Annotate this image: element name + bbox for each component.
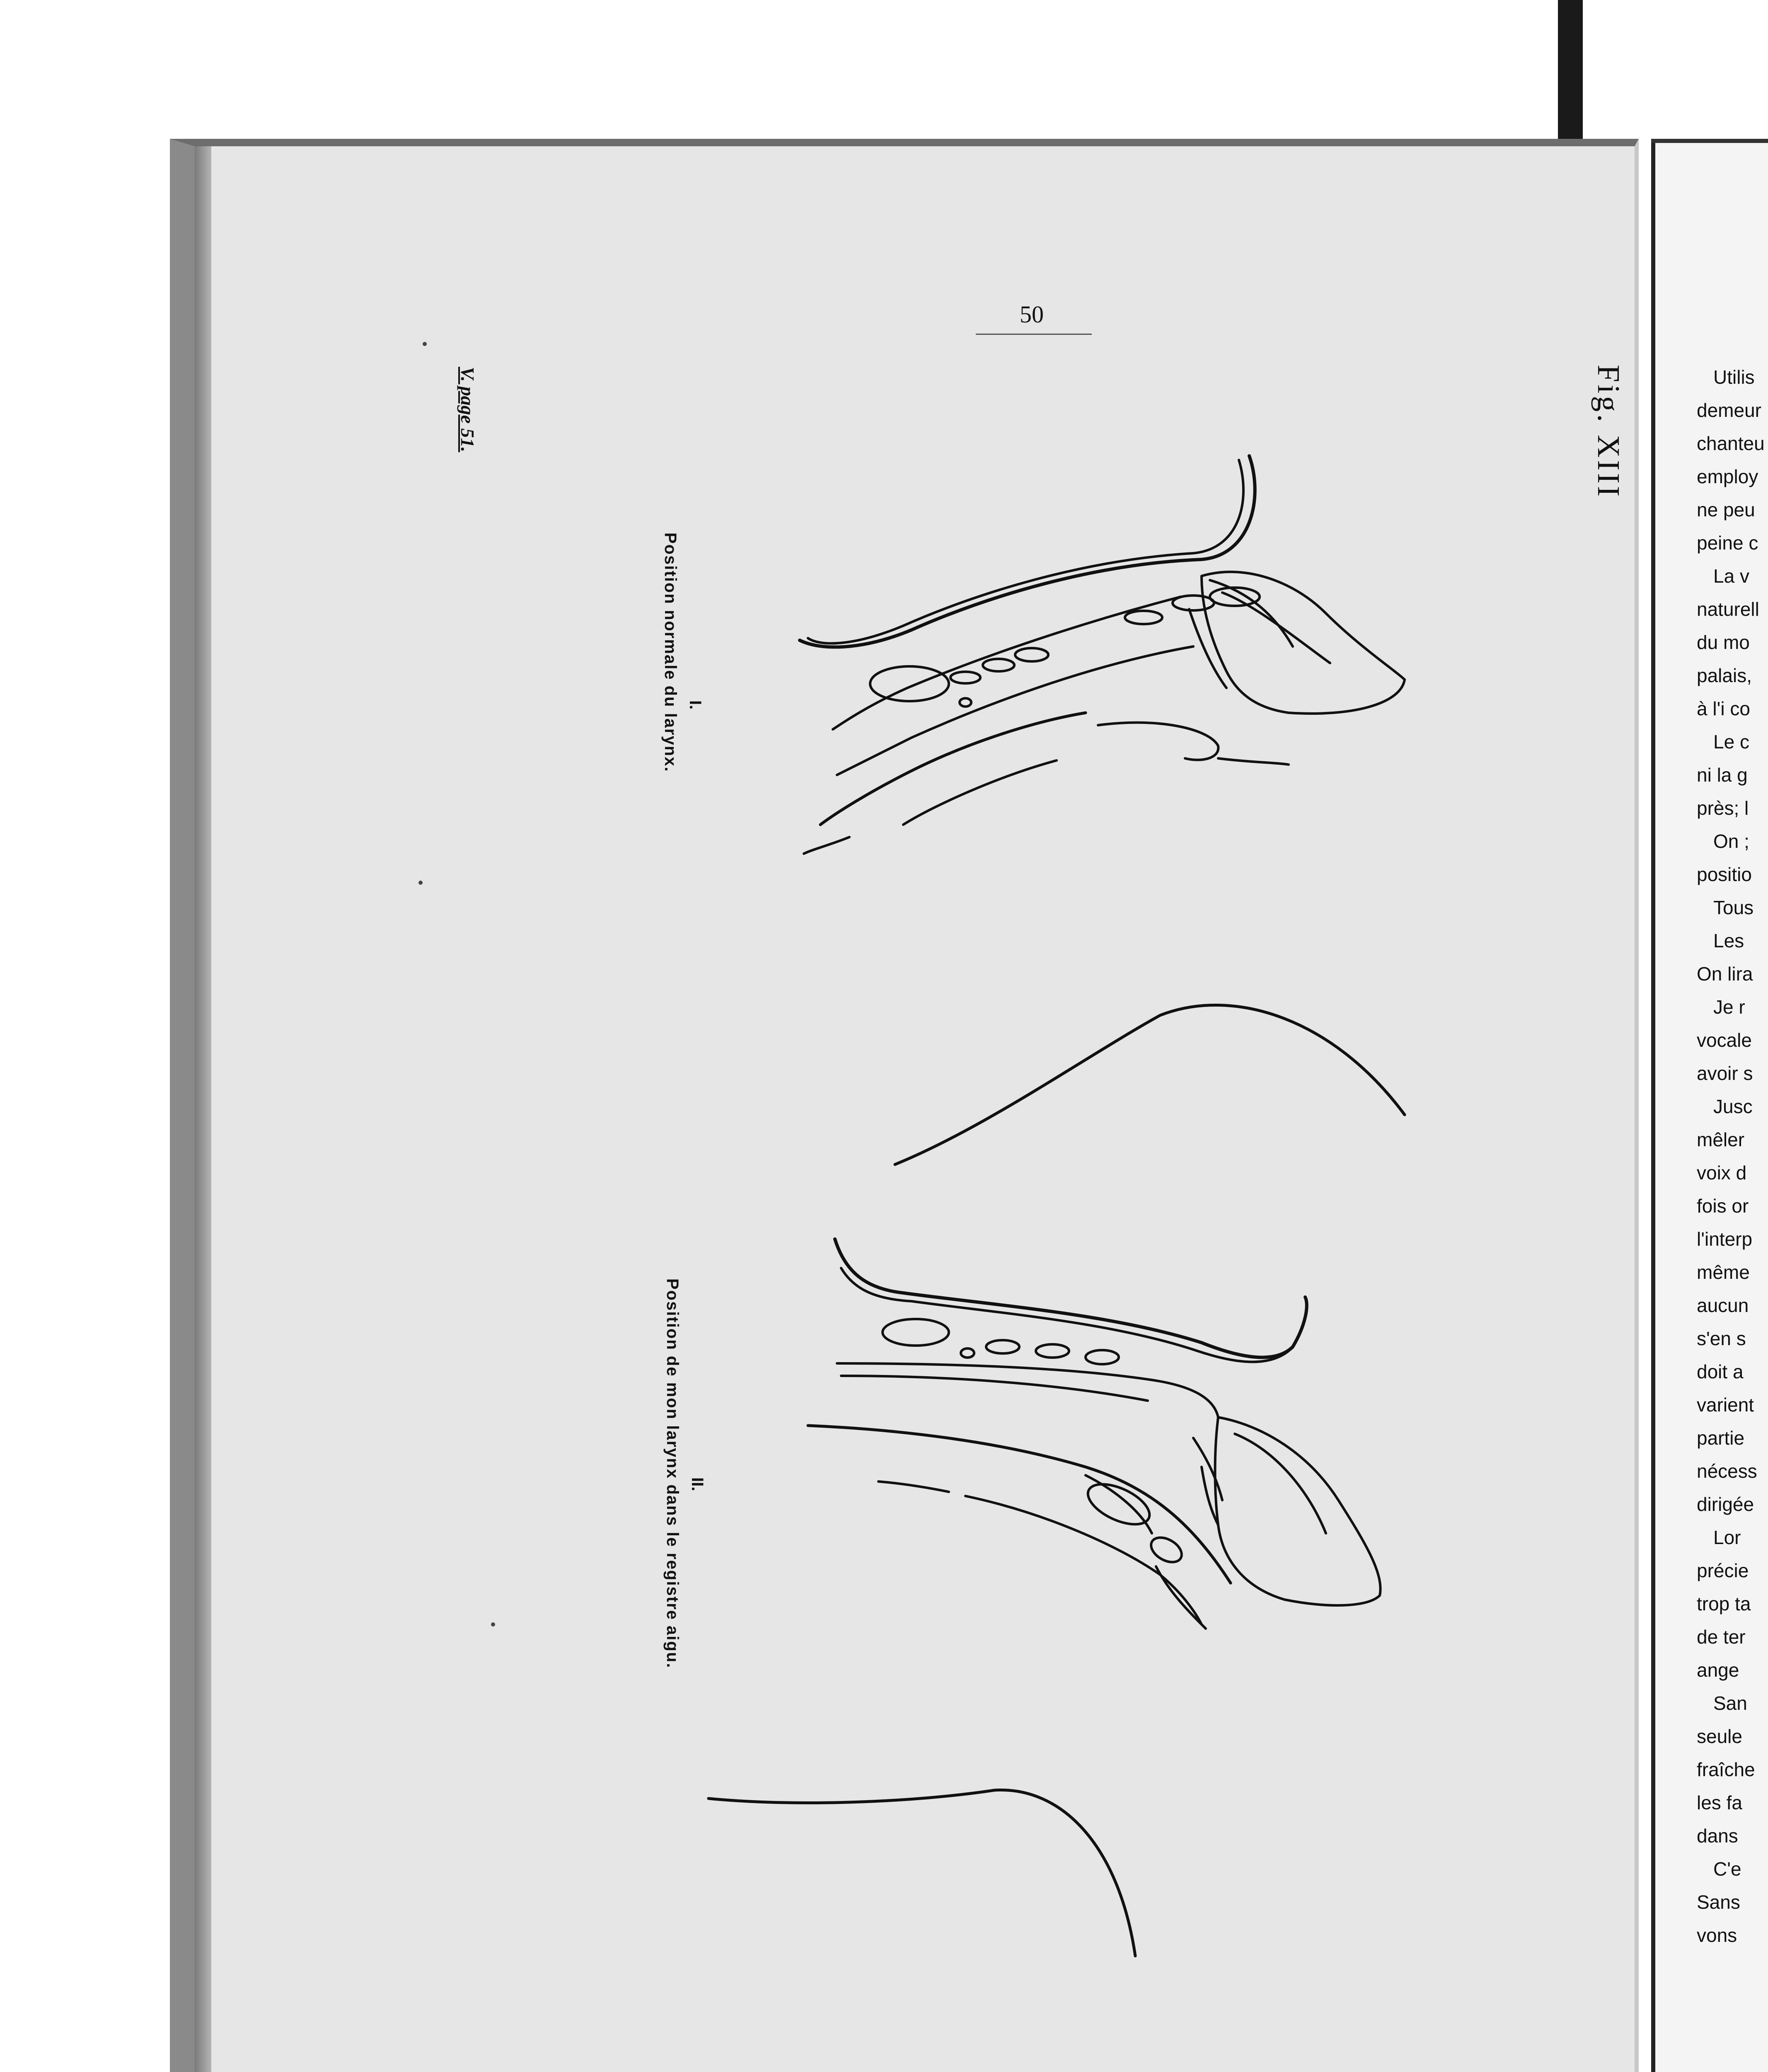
small-cartilage	[1147, 1532, 1186, 1567]
right-page-line: précie	[1697, 1560, 1749, 1581]
right-page-line: ne peu	[1697, 499, 1755, 520]
right-page-line: peine c	[1697, 532, 1758, 554]
right-page-line: Tous	[1713, 897, 1754, 918]
cartilage-ring	[1015, 648, 1048, 661]
right-page-line: Les	[1713, 930, 1744, 951]
right-page-line: Lor	[1713, 1527, 1741, 1548]
right-page-line: seule	[1697, 1726, 1742, 1747]
right-page-line: palais,	[1697, 665, 1752, 686]
right-page-line: On ;	[1713, 830, 1749, 852]
right-page-line: positio	[1697, 864, 1752, 885]
pharynx-outline-upper	[800, 456, 1255, 647]
right-page-line: vons	[1697, 1924, 1737, 1946]
right-page-line: On lira	[1697, 963, 1753, 985]
trachea-lower	[841, 1376, 1148, 1401]
larynx-drawing-normal	[800, 456, 1405, 854]
cartilage-ring	[1125, 611, 1162, 624]
cartilage-ring	[1086, 1350, 1119, 1364]
page-number: 50	[1020, 301, 1044, 328]
cricoid-cartilage	[1082, 1476, 1155, 1532]
right-page-line: demeur	[1697, 399, 1761, 421]
page-cross-reference: V. page 51.	[457, 367, 478, 453]
right-page-line: Jusc	[1713, 1096, 1753, 1117]
right-page-line: chanteu	[1697, 433, 1765, 454]
right-page-line: employ	[1697, 466, 1758, 487]
right-page-line: fraîche	[1697, 1759, 1755, 1780]
cartilage-ring	[986, 1340, 1019, 1353]
right-page-line: à l'i co	[1697, 698, 1750, 719]
esophagus-tail	[1218, 758, 1289, 765]
figure-2-caption: Position de mon larynx dans le registre aigu.	[663, 1278, 682, 1669]
hyoid-bone	[870, 666, 949, 701]
right-page-line: La v	[1713, 565, 1749, 587]
epiglottis	[1215, 1417, 1381, 1605]
right-page-text	[1697, 361, 1768, 1952]
head-profile-curve-2	[709, 1790, 1135, 1956]
right-page-line: du mo	[1697, 632, 1750, 653]
cartilage-ring	[983, 659, 1014, 671]
right-page-line: dans	[1697, 1825, 1738, 1847]
pharynx-outline-upper	[835, 1239, 1307, 1357]
right-page-line: varient	[1697, 1394, 1754, 1416]
esophagus-lower-dash-1	[878, 1481, 949, 1492]
figure-1-caption: Position normale du larynx.	[661, 533, 680, 772]
esophagus-upper	[820, 713, 1086, 825]
right-page-line: voix d	[1697, 1162, 1747, 1184]
head-profile-curve-1	[895, 1005, 1405, 1165]
right-page-line: s'en s	[1697, 1328, 1746, 1349]
cartilage-ring	[1173, 595, 1214, 610]
right-page-line: naturell	[1697, 598, 1759, 620]
trachea-upper	[833, 597, 1181, 729]
hyoid-bone	[883, 1319, 949, 1346]
right-page-line: Je r	[1713, 996, 1745, 1018]
right-page-line: même	[1697, 1261, 1750, 1283]
cartilage-ring	[1036, 1344, 1069, 1358]
right-page-line: vocale	[1697, 1029, 1752, 1051]
right-page-line: Le c	[1713, 731, 1749, 753]
esophagus-lower-dash-1	[903, 760, 1057, 825]
epiglottis-fold	[1235, 1434, 1326, 1533]
esophagus-lower-dash-2	[804, 837, 849, 854]
vocal-cord-line-2	[1193, 1438, 1222, 1500]
right-page-line: nécess	[1697, 1460, 1757, 1482]
right-page-line: de ter	[1697, 1626, 1746, 1648]
right-page-line: mêler	[1697, 1129, 1745, 1150]
right-page-line: ange	[1697, 1659, 1739, 1681]
right-page-line: C'e	[1713, 1858, 1741, 1880]
esophagus-upper	[808, 1426, 1231, 1583]
right-page-line: Sans	[1697, 1891, 1740, 1913]
right-page-line: dirigée	[1697, 1493, 1754, 1515]
larynx-drawing-high-register	[808, 1239, 1381, 1629]
pharynx-inner-line	[808, 460, 1243, 643]
cartilage-ring	[951, 672, 980, 683]
right-page-line: fois or	[1697, 1195, 1749, 1217]
right-page-line: les fa	[1697, 1792, 1742, 1813]
right-page-line: doit a	[1697, 1361, 1744, 1382]
right-page-line: Utilis	[1713, 366, 1755, 388]
figure-label: Fig. XIII	[1591, 365, 1626, 499]
figure-1-numeral: I.	[686, 700, 704, 710]
right-page-line: partie	[1697, 1427, 1745, 1449]
figure-2-numeral: II.	[688, 1477, 706, 1491]
esophagus-fold	[1098, 723, 1218, 760]
small-nodule	[960, 698, 971, 707]
right-page-line: près; l	[1697, 797, 1749, 819]
right-page-line: San	[1713, 1692, 1747, 1714]
right-page-line: avoir s	[1697, 1063, 1753, 1084]
right-page-line: aucun	[1697, 1295, 1749, 1316]
trachea-upper	[837, 1363, 1218, 1417]
small-nodule	[961, 1348, 974, 1358]
right-page-line: ni la g	[1697, 764, 1748, 786]
right-page-line: trop ta	[1697, 1593, 1751, 1615]
right-page-line: l'interp	[1697, 1228, 1753, 1250]
